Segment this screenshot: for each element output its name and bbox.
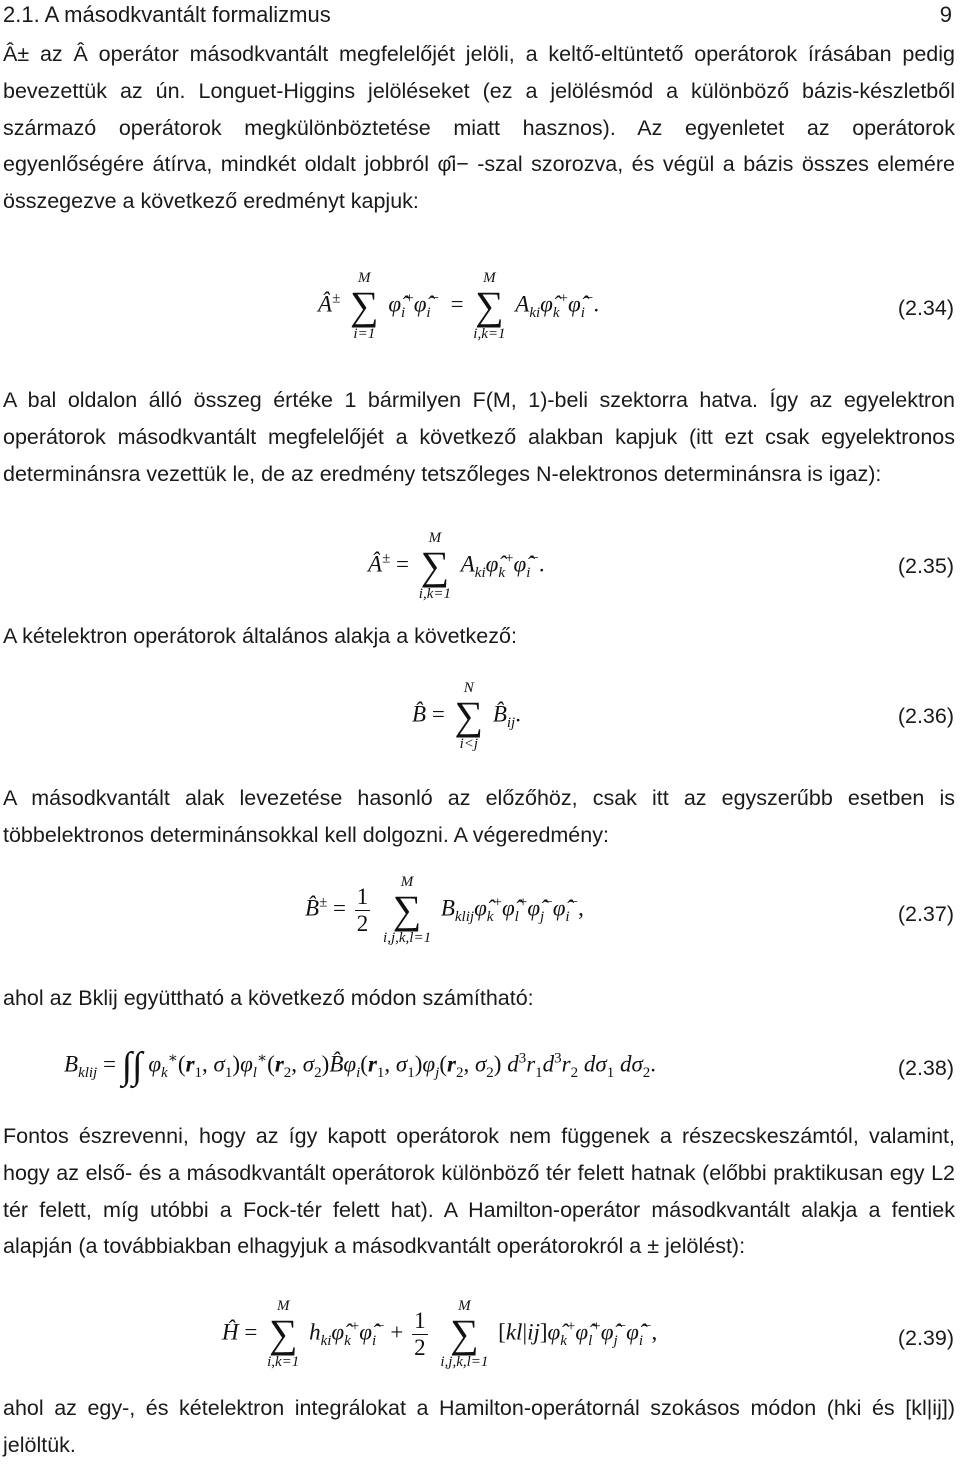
equation-number: (2.37) xyxy=(897,902,954,926)
paragraph-2 xyxy=(3,382,955,492)
paragraph-3 xyxy=(3,618,955,655)
paragraph-1 xyxy=(3,36,955,220)
paragraph-6 xyxy=(3,1118,955,1265)
sum-operator: M ∑ i,j,k,l=1 xyxy=(383,874,432,946)
paragraph-4-text: A másodkvantált alak levezetése hasonló az előzőhöz, csak itt az egyszerűbb esetben is többelektronos determinánsokkal kell dolgozni. A végeredmény: xyxy=(3,786,955,847)
sum-operator: N ∑ i<j xyxy=(454,680,484,752)
equation-2-36 xyxy=(0,680,960,760)
equation-2-38 xyxy=(0,1040,960,1100)
paragraph-4 xyxy=(3,780,955,854)
sum-operator: M ∑ i=1 xyxy=(350,270,379,342)
equation-2-37 xyxy=(0,874,960,958)
paragraph-1-text: Â± az Â operátor másodkvantált megfelelőjét jelöli, a keltő-eltüntető operátorok írásában pedig bevezettük az ún. Longuet-Higgins jelöléseket (ez a jelölésmód a különböző bázis-készletből származó operátorok megkülönböztetése miatt hasznos). Az egyenletet az operátorok egyenlőségére átírva, mindkét oldalt jobbról φ̂i− -szal szorozva, és végül a bázis összes elemére összegezve a következő eredményt kapjuk: xyxy=(3,42,955,214)
equation-2-38-body: $B_{klij}$ = ∫∫ $\varphi_k^∗(r_1$, $\sigma_1)\varphi_l^∗(r_2$, $\sigma_2)B̂\varphi_i(r_1$, $\sigma_1)\varphi_j(r_2$, $\sigma_2$) $d^3r_1d^3r_2$ $d\sigma_1$ $d\sigma_2$. xyxy=(64,1045,657,1087)
equation-2-36-body: B̂ = N ∑ i<j $B̂_{ij}$. xyxy=(412,680,521,752)
equation-2-34-body: Â± M ∑ i=1 $\varphî_i^+\varphî_i^-$ = M ∑ i,k=1 $A_{ki}\varphî_k^+\varphî_i^-$. xyxy=(318,270,600,342)
equation-number: (2.34) xyxy=(897,296,954,320)
paragraph-5 xyxy=(3,980,955,1017)
sum-operator: M ∑ i,k=1 xyxy=(473,270,506,342)
page-number: 9 xyxy=(939,2,952,27)
equation-2-34 xyxy=(0,270,960,360)
equation-2-35-body: Â± = M ∑ i,k=1 $A_{ki}\varphî_k^+\varphî_i^-$. xyxy=(368,530,545,602)
paragraph-7-text: ahol az egy-, és kételektron integrálokat a Hamilton-operátornál szokásos módon (hki és [kl|ij]) jelöltük. xyxy=(3,1396,955,1457)
paragraph-6-text: Fontos észrevenni, hogy az így kapott operátorok nem függenek a részecskeszámtól, valamint, hogy az első- és a másodkvantált operátorok különböző tér felett hatnak (előbbi praktikusan egy L2 tér felett, míg utóbbi a Fock-tér felett hat). A Hamilton-operátor másodkvantált alakja a fentiek alapján (a továbbiakban elhagyjuk a másodkvantált operátorokról a ± jelölést): xyxy=(3,1124,955,1259)
fraction: $\frac{1}{2}$ xyxy=(356,883,369,936)
equation-number: (2.36) xyxy=(897,704,954,728)
equation-2-37-body: B̂± = $\frac{1}{2}$ M ∑ i,j,k,l=1 $B_{klij}\varphî_k^+\varphî_l^+\varphî_j^-\varphî_i^-$, xyxy=(305,874,584,946)
equation-number: (2.39) xyxy=(897,1326,954,1350)
sum-operator: M ∑ i,k=1 xyxy=(267,1298,300,1370)
paragraph-2-text: A bal oldalon álló összeg értéke 1 bármilyen F(M, 1)-beli szektorra hatva. Így az egyelektron operátorok másodkvantált megfelelőjét a következő alakban kapjuk (itt ezt csak egyelektronos determinánsra vezettük le, de az eredmény tetszőleges N-elektronos determinánsra is igaz): xyxy=(3,388,955,486)
paragraph-7 xyxy=(3,1390,955,1464)
equation-number: (2.35) xyxy=(897,554,954,578)
running-header xyxy=(3,0,954,30)
paragraph-3-text: A kételektron operátorok általános alakja a következő: xyxy=(3,624,517,648)
section-title: 2.1. A másodkvantált formalizmus xyxy=(3,2,331,27)
equation-2-39-body: Ĥ = M ∑ i,k=1 $h_{ki}\varphî_k^+\varphî_i^-$ + $\frac{1}{2}$ M ∑ i,j,k,l=1 $[kl|ij]\varphî_k^+\varphî_l^+\varphî_j^-\varphî_i^-$, xyxy=(222,1298,658,1370)
equation-2-39 xyxy=(0,1298,960,1382)
sum-operator: M ∑ i,k=1 xyxy=(418,530,451,602)
sum-operator: M ∑ i,j,k,l=1 xyxy=(440,1298,489,1370)
equation-2-35 xyxy=(0,530,960,610)
fraction: $\frac{1}{2}$ xyxy=(414,1307,426,1360)
paragraph-5-text: ahol az Bklij együttható a következő módon számítható: xyxy=(3,986,534,1010)
equation-number: (2.38) xyxy=(897,1056,954,1080)
